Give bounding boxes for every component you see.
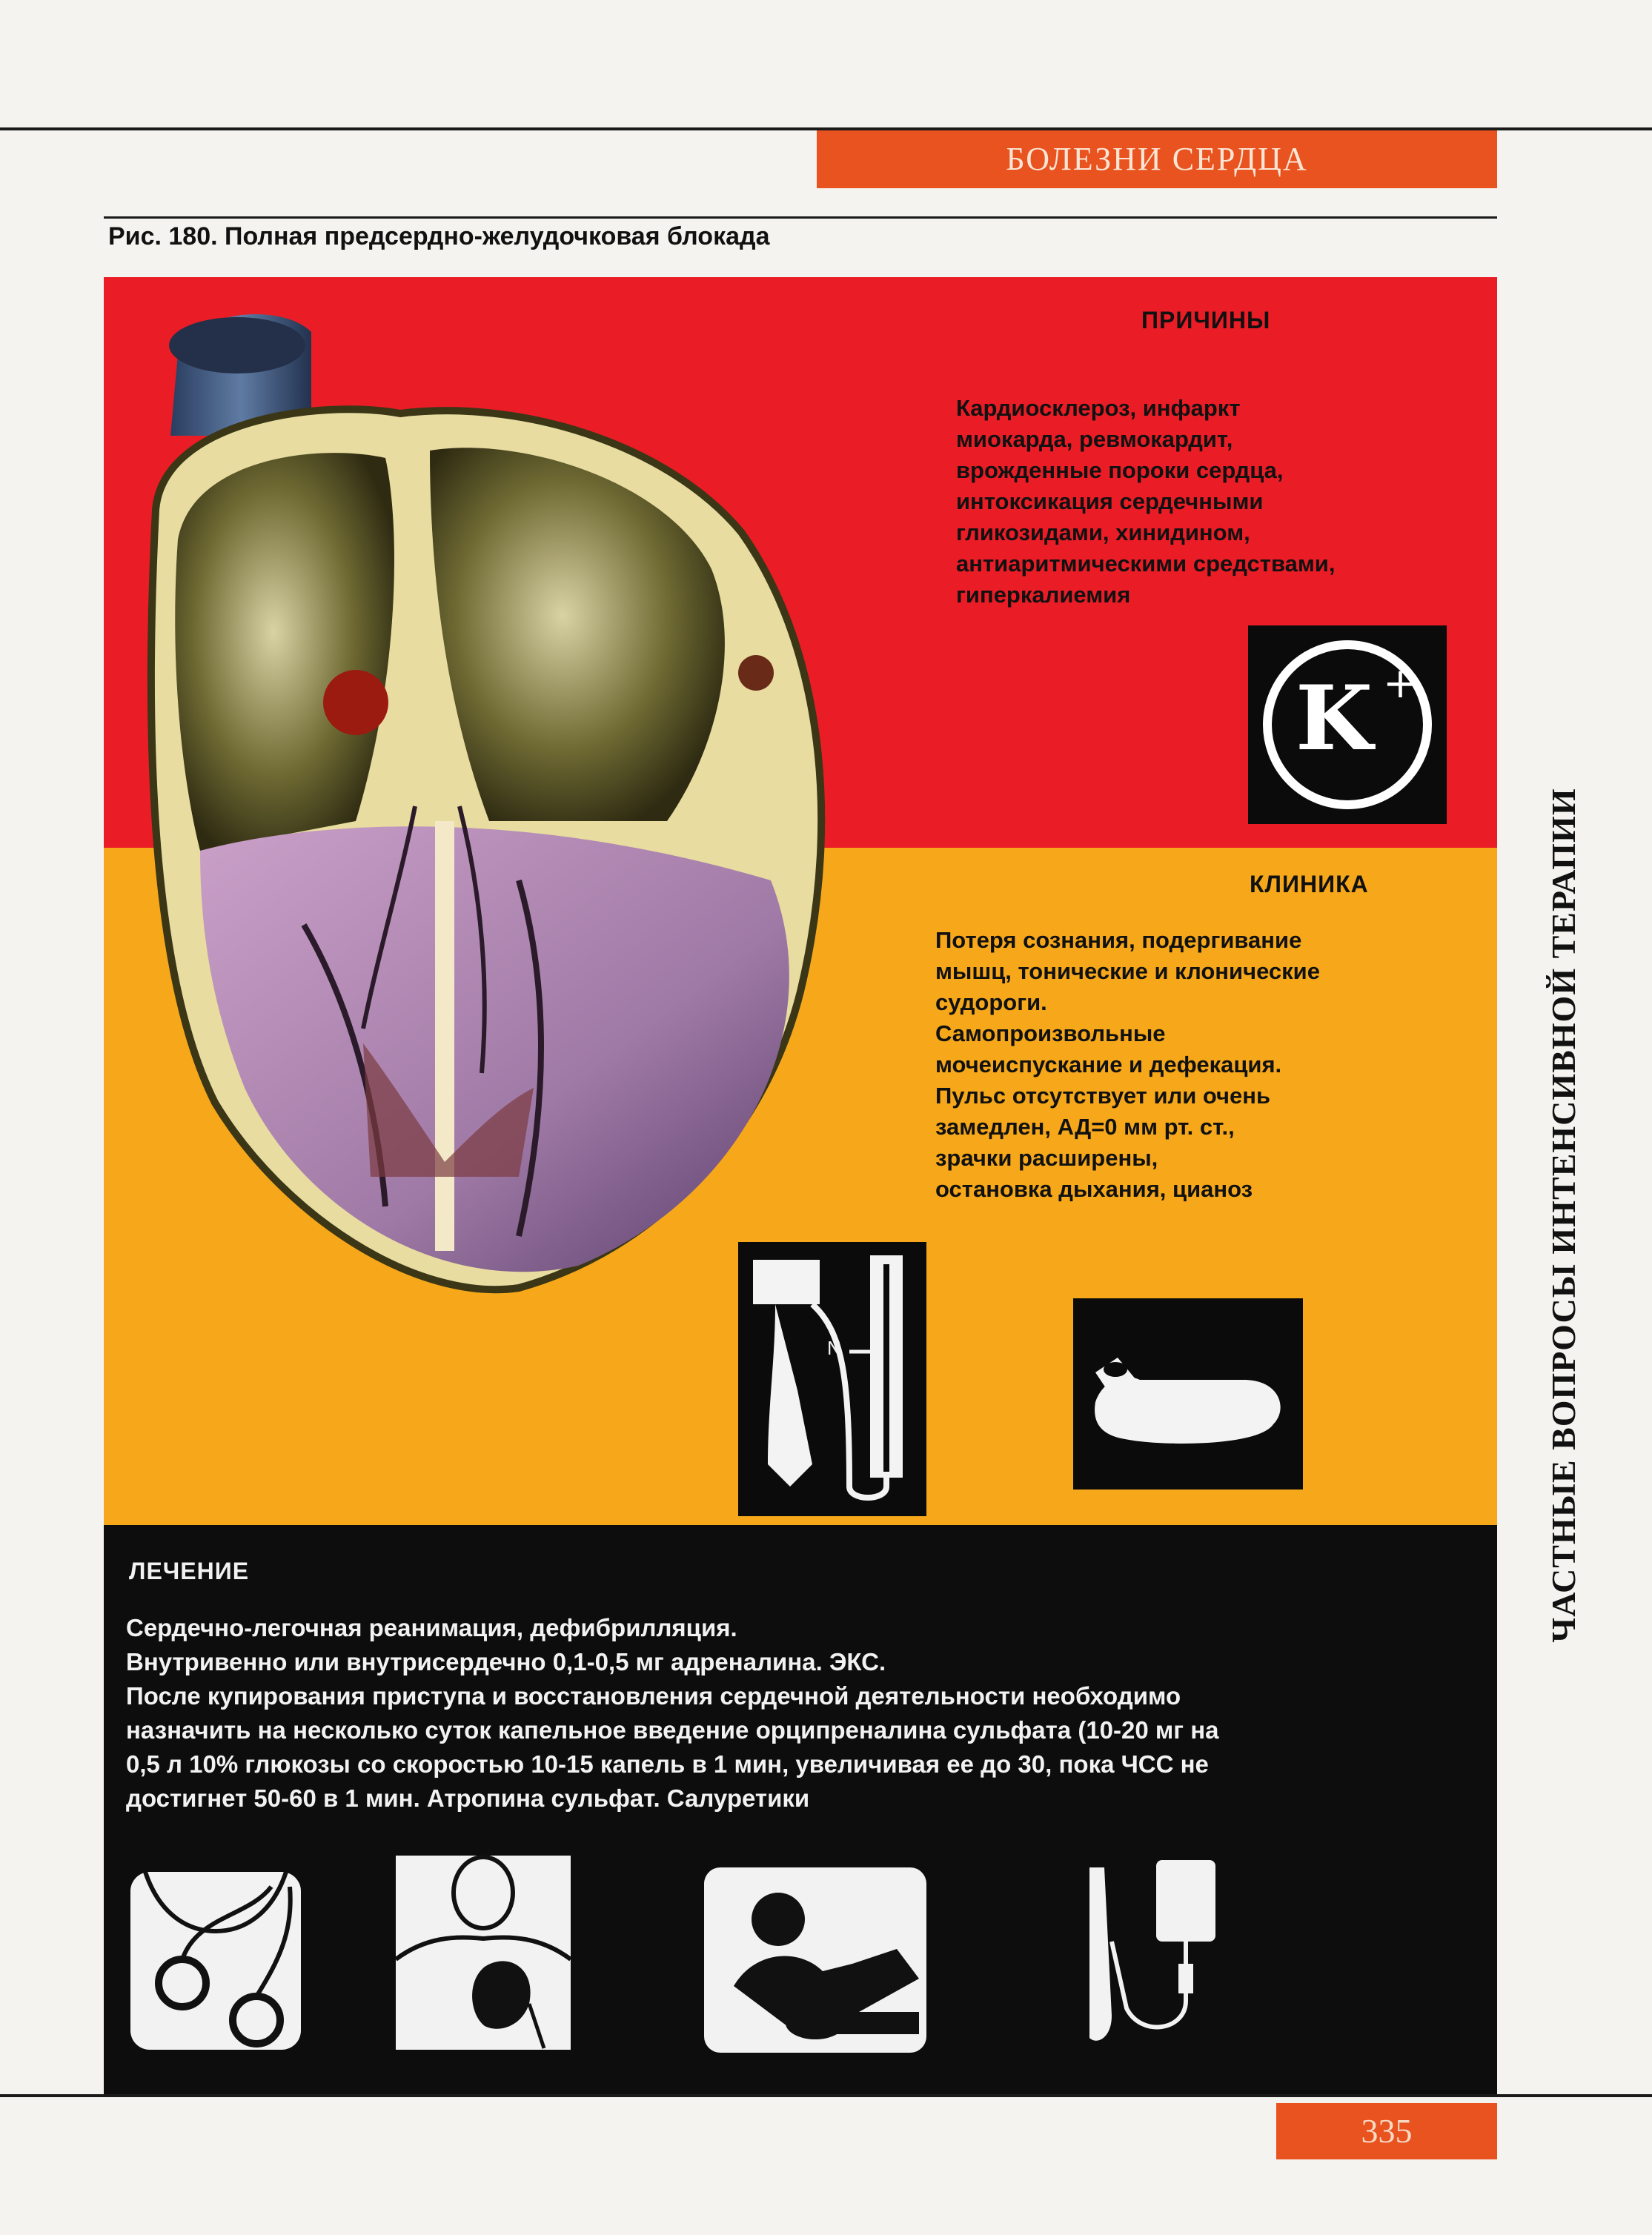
clinic-line: замедлен, АД=0 мм рт. ст.,	[935, 1114, 1235, 1140]
clinic-line: остановка дыхания, цианоз	[935, 1176, 1253, 1202]
causes-line: интоксикация сердечными	[956, 488, 1264, 514]
causes-line: гликозидами, хинидином,	[956, 519, 1250, 545]
figure-rule	[104, 216, 1497, 219]
clinic-line: Пульс отсутствует или очень	[935, 1083, 1271, 1109]
page-number: 335	[1361, 2112, 1413, 2150]
clinic-heading: КЛИНИКА	[1250, 871, 1369, 897]
treatment-line: После купирования приступа и восстановления сердечной деятельности необходимо	[126, 1682, 1181, 1710]
causes-text	[956, 393, 1475, 611]
causes-line: миокарда, ревмокардит,	[956, 426, 1233, 452]
clinic-line: зрачки расширены,	[935, 1145, 1158, 1171]
vomit-basin-icon	[1073, 1298, 1303, 1490]
clinic-line: мочеиспускание и дефекация.	[935, 1052, 1282, 1077]
manometer-icon	[738, 1242, 926, 1516]
causes-line: антиаритмическими средствами,	[956, 551, 1336, 577]
treatment-line: Сердечно-легочная реанимация, дефибрилляция.	[126, 1614, 737, 1641]
sidebar-label: ЧАСТНЫЕ ВОПРОСЫ ИНТЕНСИВНОЙ ТЕРАПИИ	[1545, 788, 1582, 1643]
defibrillation-icon	[130, 1872, 301, 2050]
treatment-text	[126, 1611, 1490, 1816]
pacemaker-icon	[396, 1856, 571, 2050]
clinic-line: судороги.	[935, 989, 1047, 1015]
treatment-line: назначить на несколько суток капельное введение орципреналина сульфата (10-20 мг на	[126, 1716, 1219, 1744]
bottom-rule	[0, 2094, 1652, 2097]
causes-heading: ПРИЧИНЫ	[1141, 307, 1271, 333]
treatment-line: достигнет 50-60 в 1 мин. Атропина сульфат. Салуретики	[126, 1784, 810, 1812]
clinic-line: Самопроизвольные	[935, 1020, 1166, 1046]
clinic-text	[935, 925, 1484, 1205]
treatment-line: 0,5 л 10% глюкозы со скоростью 10-15 капель в 1 мин, увеличивая ее до 30, пока ЧСС не	[126, 1750, 1209, 1778]
clinic-line: мышц, тонические и клонические	[935, 958, 1320, 984]
causes-line: гиперкалиемия	[956, 582, 1131, 608]
cpr-icon	[704, 1867, 926, 2053]
treatment-line: Внутривенно или внутрисердечно 0,1-0,5 мг адреналина. ЭКС.	[126, 1648, 886, 1676]
iv-drip-icon	[1075, 1853, 1230, 2053]
figure-caption: Рис. 180. Полная предсердно-желудочковая блокада	[108, 222, 770, 250]
causes-line: Кардиосклероз, инфаркт	[956, 395, 1241, 421]
potassium-symbol: K	[1295, 666, 1373, 771]
potassium-charge: +	[1383, 660, 1418, 708]
section-title: БОЛЕЗНИ СЕРДЦА	[1006, 141, 1308, 177]
treatment-heading: ЛЕЧЕНИЕ	[129, 1558, 250, 1584]
manometer-label: N	[827, 1337, 841, 1359]
causes-line: врожденные пороки сердца,	[956, 457, 1284, 483]
heart-illustration	[133, 288, 889, 1310]
clinic-line: Потеря сознания, подергивание	[935, 927, 1302, 953]
